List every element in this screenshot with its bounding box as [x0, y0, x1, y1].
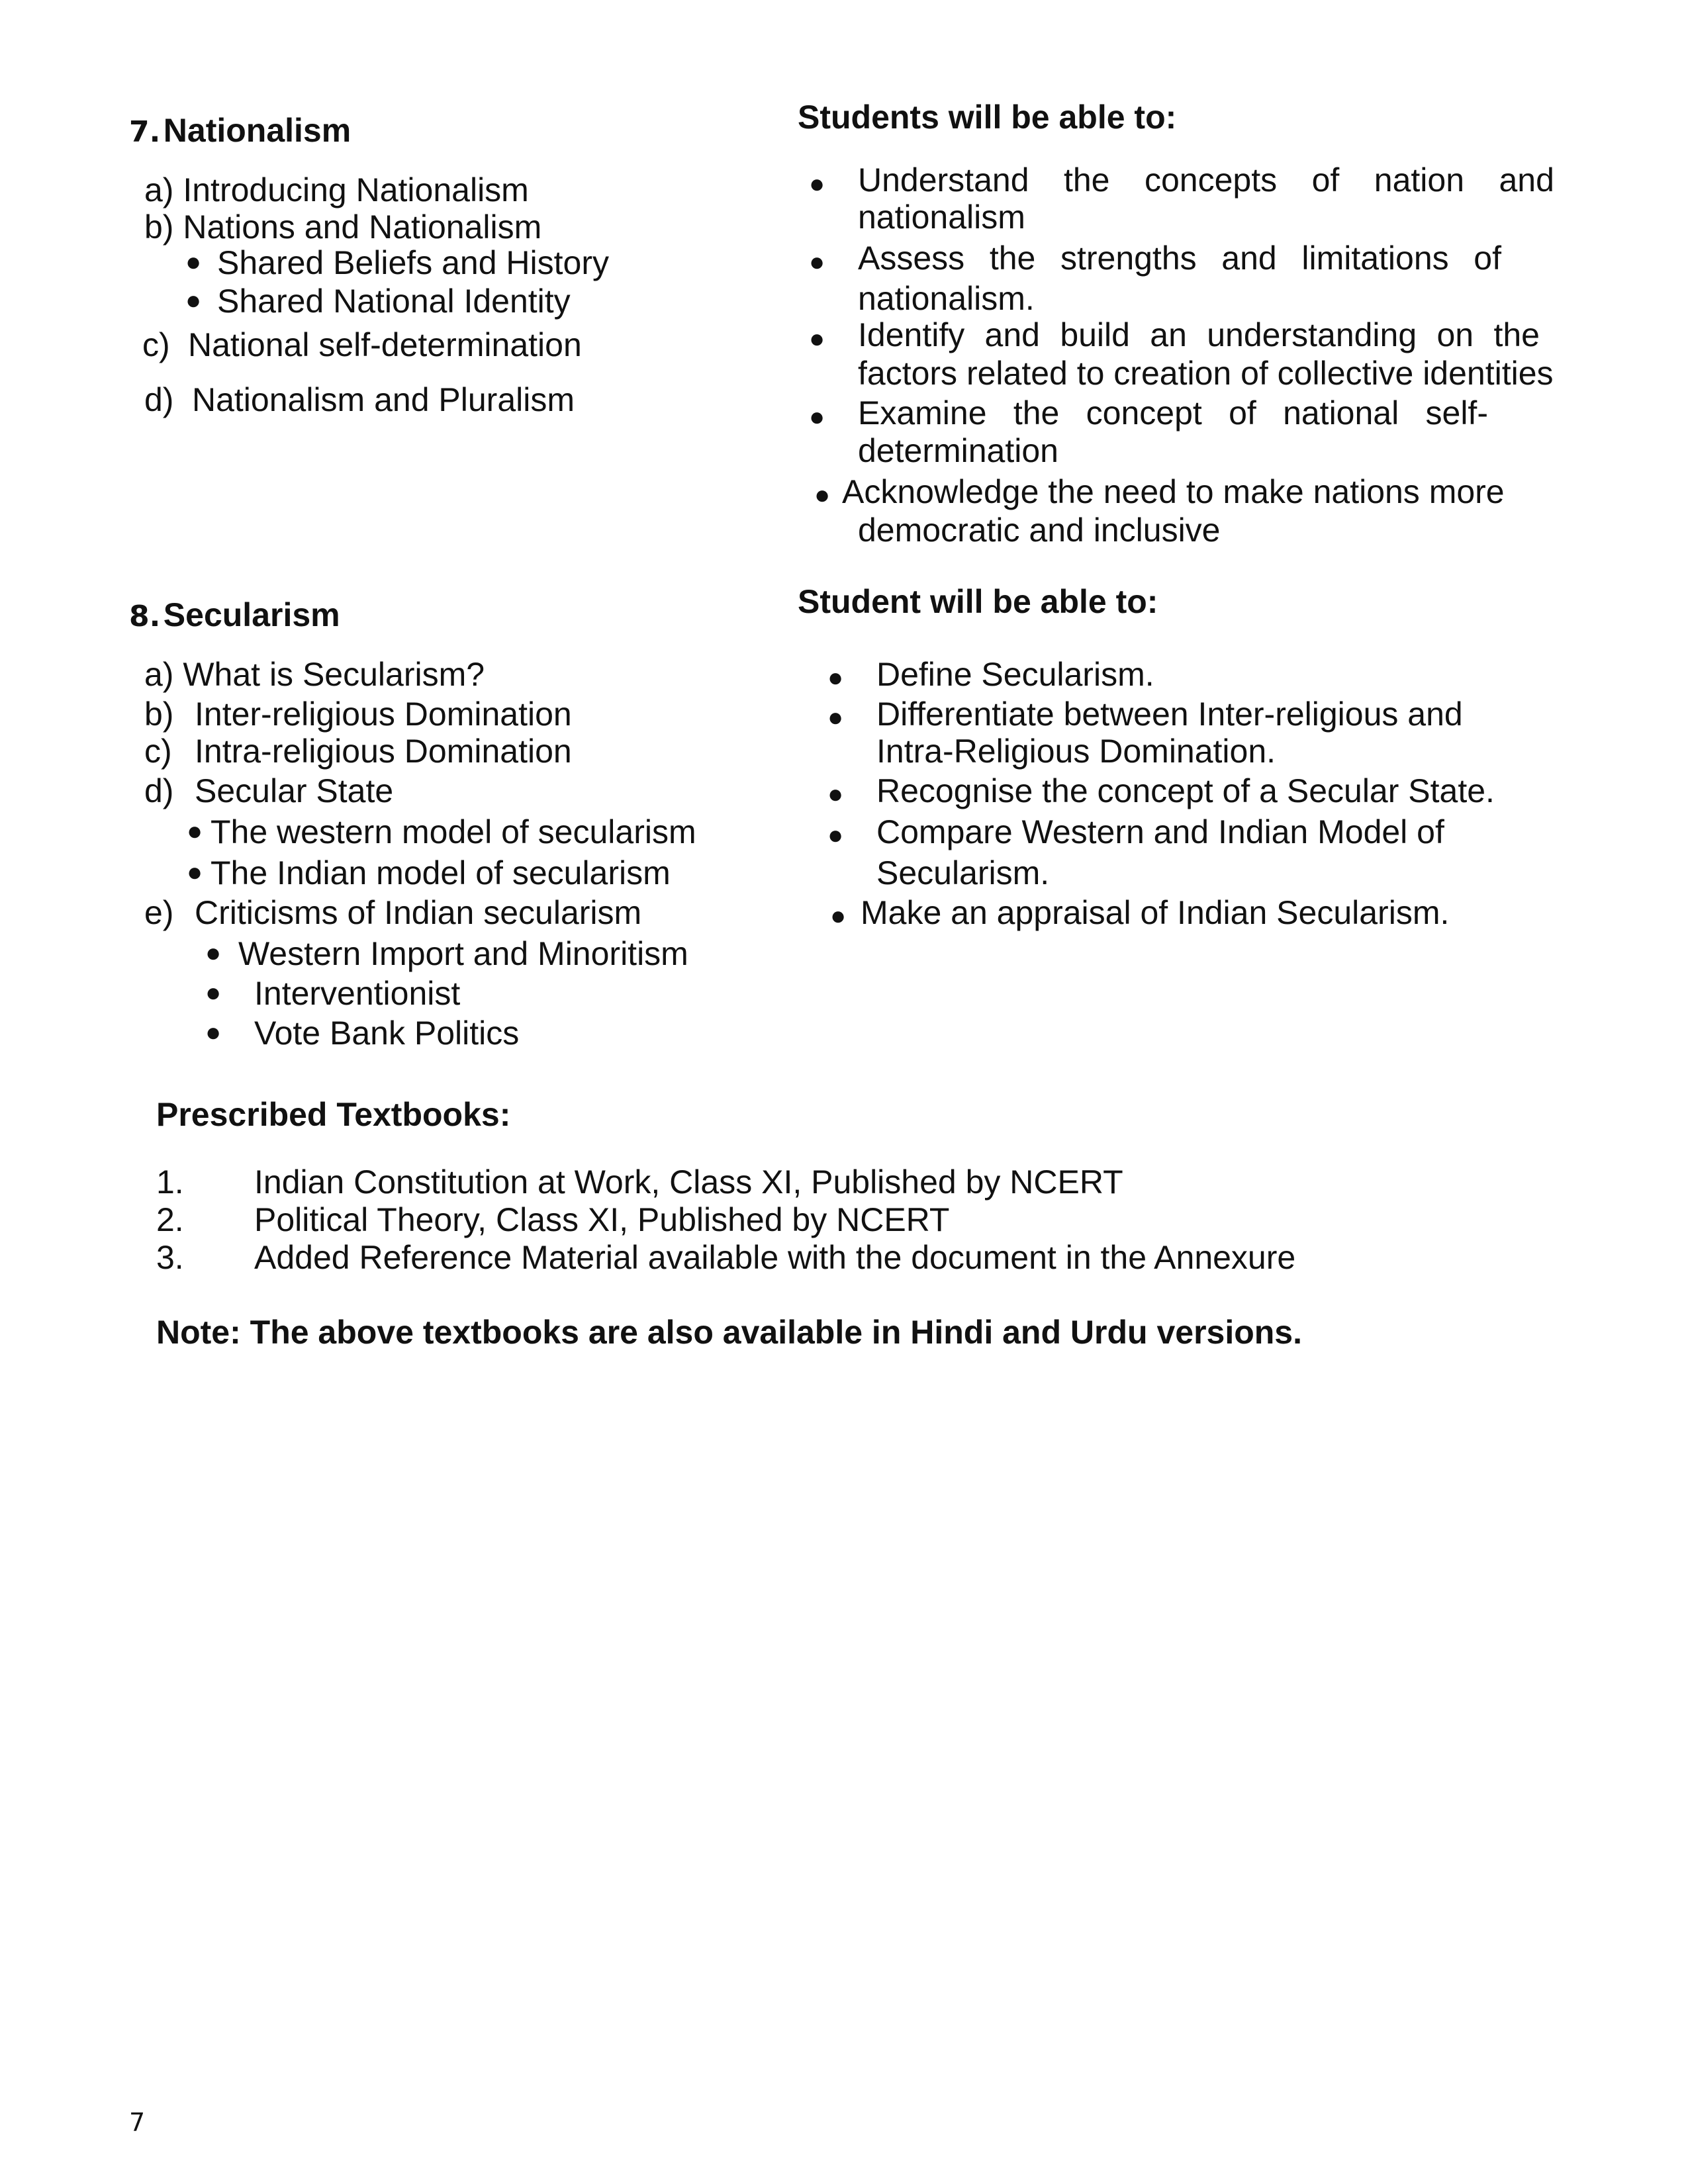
unit8-topic-c-label: c) — [144, 733, 172, 770]
page-number: 7 — [129, 2108, 146, 2137]
unit8-objective-2: Differentiate between Inter-religious and — [876, 696, 1463, 733]
unit7-topic-a: a) Introducing Nationalism — [144, 171, 529, 208]
unit8-topic-e-label: e) — [144, 894, 174, 931]
bullet-icon: ● — [809, 402, 825, 432]
bullet-icon: ● — [809, 169, 825, 199]
unit8-topic-c: Intra-religious Domination — [195, 733, 572, 770]
unit7-topic-d-label: d) — [144, 381, 174, 418]
unit7-objective-3: Identify and build an understanding on the — [858, 316, 1540, 353]
unit8-subtopic-indian: The Indian model of secularism — [211, 854, 671, 891]
unit8-heading — [129, 596, 340, 634]
unit8-topic-b-label: b) — [144, 696, 174, 733]
unit8-objective-2-cont: Intra-Religious Domination. — [876, 733, 1276, 770]
unit8-topic-a: a) What is Secularism? — [144, 656, 485, 693]
bullet-icon: ● — [205, 1018, 222, 1047]
unit7-objectives-heading: Students will be able to: — [798, 99, 1177, 136]
unit8-objectives-heading: Student will be able to: — [798, 583, 1158, 620]
textbook-number: 3. — [156, 1239, 184, 1276]
unit8-topic-d: Secular State — [195, 772, 394, 809]
unit8-objective-1: Define Secularism. — [876, 656, 1154, 693]
bullet-icon: ● — [830, 901, 847, 931]
bullet-icon: ● — [809, 248, 825, 277]
unit7-title: Nationalism — [163, 112, 352, 149]
unit7-objective-4-cont: determination — [858, 432, 1058, 469]
unit8-criticism-1: Western Import and Minoritism — [238, 935, 688, 972]
bullet-icon: ● — [205, 978, 222, 1007]
unit7-objective-5: Acknowledge the need to make nations more — [842, 473, 1505, 510]
unit7-objective-3-cont: factors related to creation of collective identities — [858, 355, 1554, 392]
bullet-icon: ● — [827, 703, 844, 732]
bullet-icon: ● — [827, 663, 844, 692]
unit8-topic-b: Inter-religious Domination — [195, 696, 572, 733]
unit8-objective-4: Compare Western and Indian Model of — [876, 813, 1444, 850]
unit8-title: Secularism — [163, 596, 340, 633]
unit7-number: 7. — [129, 115, 161, 149]
unit8-topic-e: Criticisms of Indian secularism — [195, 894, 642, 931]
unit7-subtopic-1: Shared Beliefs and History — [217, 244, 609, 281]
unit7-topic-b: b) Nations and Nationalism — [144, 208, 542, 246]
bullet-icon: ● — [827, 780, 844, 809]
bullet-icon: ● — [185, 286, 202, 315]
unit7-objective-2-cont: nationalism. — [858, 280, 1035, 317]
unit7-topic-c-label: c) — [142, 326, 170, 363]
unit8-criticism-2: Interventionist — [254, 975, 461, 1012]
unit8-objective-4-cont: Secularism. — [876, 854, 1050, 891]
bullet-icon: ● — [827, 821, 844, 850]
bullet-icon: ● — [205, 938, 222, 968]
unit8-objective-3: Recognise the concept of a Secular State. — [876, 772, 1495, 809]
unit8-objective-5: Make an appraisal of Indian Secularism. — [861, 894, 1450, 931]
unit8-number: 8. — [129, 600, 161, 633]
textbook-number: 1. — [156, 1163, 184, 1201]
unit7-topic-d: Nationalism and Pluralism — [192, 381, 575, 418]
language-note: Note: The above textbooks are also available in Hindi and Urdu versions. — [156, 1314, 1303, 1351]
unit8-subtopic-western: The western model of secularism — [211, 813, 696, 850]
unit7-objective-1: Understand the concepts of nation and — [858, 161, 1554, 199]
unit8-criticism-3: Vote Bank Politics — [254, 1015, 520, 1052]
textbook-title: Added Reference Material available with the document in the Annexure — [254, 1239, 1296, 1276]
textbook-number: 2. — [156, 1201, 184, 1238]
unit7-objective-5-cont: democratic and inclusive — [858, 512, 1221, 549]
textbook-title: Indian Constitution at Work, Class XI, Published by NCERT — [254, 1163, 1123, 1201]
unit8-topic-d-label: d) — [144, 772, 174, 809]
textbook-title: Political Theory, Class XI, Published by NCERT — [254, 1201, 950, 1238]
unit7-objective-2: Assess the strengths and limitations of — [858, 240, 1501, 277]
unit7-objective-1-cont: nationalism — [858, 199, 1025, 236]
bullet-icon: ● — [809, 324, 825, 353]
textbooks-heading: Prescribed Textbooks: — [156, 1096, 511, 1133]
unit7-topic-c: National self-determination — [188, 326, 582, 363]
bullet-icon: ● — [187, 858, 203, 887]
bullet-icon: ● — [814, 480, 831, 510]
unit7-objective-4: Examine the concept of national self- — [858, 394, 1488, 432]
unit7-subtopic-2: Shared National Identity — [217, 283, 571, 320]
bullet-icon: ● — [185, 248, 202, 277]
unit7-heading — [129, 111, 351, 150]
bullet-icon: ● — [187, 817, 203, 846]
